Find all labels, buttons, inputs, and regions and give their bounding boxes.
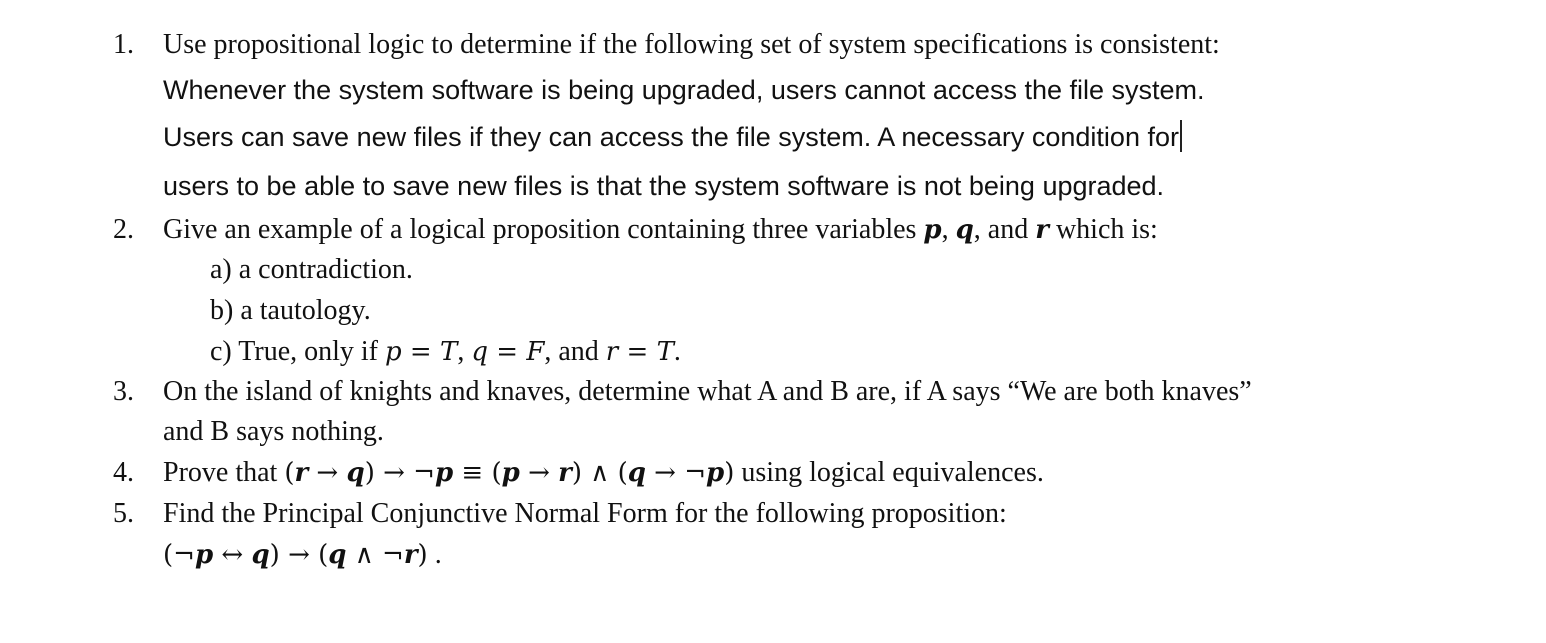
var-r: r	[558, 458, 572, 488]
equivalent: ≡	[453, 458, 492, 488]
var-q: q	[251, 540, 270, 570]
item-5-number: 5.	[113, 498, 134, 529]
item-1-number: 1.	[113, 29, 134, 60]
var-p: p	[923, 215, 942, 245]
item-4-line	[163, 456, 1044, 490]
c-val-t1: T	[439, 337, 458, 367]
c-comma: ,	[457, 336, 472, 367]
item-3-line-1: On the island of knights and knaves, determine what A and B are, if A says “We are both knaves”	[163, 376, 1252, 407]
item-3-line-2: and B says nothing.	[163, 416, 384, 447]
negation: ¬	[382, 540, 404, 570]
var-q: q	[955, 215, 974, 245]
c-eq-3: =	[618, 337, 657, 367]
paren: )	[364, 458, 375, 488]
paren: )	[571, 458, 583, 488]
paren: )	[417, 540, 428, 570]
var-q: q	[328, 540, 347, 570]
var-r: r	[403, 540, 418, 570]
sep-comma: ,	[941, 214, 956, 245]
var-p: p	[194, 540, 214, 570]
biconditional: ↔	[213, 540, 252, 570]
c-end: .	[673, 336, 681, 367]
implies: →	[279, 540, 319, 570]
c-eq-1: =	[401, 337, 440, 367]
var-r: r	[1035, 215, 1049, 245]
negation: ¬	[173, 540, 195, 570]
paren: )	[269, 540, 280, 570]
c-and: , and	[544, 336, 606, 367]
item-2-number: 2.	[113, 214, 134, 245]
paren: (	[284, 458, 295, 488]
implies: →	[308, 458, 347, 488]
c-val-t2: T	[656, 337, 674, 367]
implies: →	[645, 458, 685, 488]
paren: (	[163, 540, 174, 570]
item-1-line-1: Use propositional logic to determine if the following set of system specifications is consistent:	[163, 29, 1220, 60]
conjunction: ∧	[582, 458, 618, 488]
negation: ¬	[413, 458, 435, 488]
item-4-suffix: using logical equivalences.	[734, 457, 1044, 488]
c-val-f: F	[526, 337, 545, 367]
var-q: q	[346, 458, 365, 488]
item-5-line: Find the Principal Conjunctive Normal Form for the following proposition:	[163, 498, 1007, 529]
text-cursor	[1180, 120, 1182, 152]
paren: (	[318, 540, 329, 570]
item-2-sub-a: a) a contradiction.	[210, 254, 413, 285]
c-var-p: p	[385, 337, 402, 367]
sep-and: , and	[973, 214, 1036, 245]
implies: →	[519, 458, 559, 488]
item-4-prefix: Prove that	[163, 457, 285, 488]
paren: (	[617, 458, 628, 488]
negation: ¬	[684, 458, 707, 488]
var-p: p	[706, 458, 725, 488]
item-2-intro-text: Give an example of a logical proposition containing three variables	[163, 214, 924, 245]
c-var-r: r	[605, 337, 619, 367]
item-2-intro	[163, 213, 1158, 247]
var-p: p	[501, 458, 520, 488]
var-p: p	[434, 458, 454, 488]
item-3-number: 3.	[113, 376, 134, 407]
item-2-tail: which is:	[1048, 214, 1158, 245]
paren: )	[724, 458, 735, 488]
implies: →	[374, 458, 414, 488]
item-1-line-3-text: Users can save new files if they can access the file system. A necessary condition for	[163, 122, 1179, 152]
item-4-number: 4.	[113, 457, 134, 488]
item-1-line-3[interactable]	[163, 120, 1182, 154]
item-2-sub-c-text: c) True, only if	[210, 336, 385, 367]
item-2-sub-b: b) a tautology.	[210, 295, 371, 326]
c-var-q: q	[471, 337, 488, 367]
conjunction: ∧	[346, 540, 383, 570]
var-q: q	[627, 458, 646, 488]
item-1-line-2: Whenever the system software is being upgraded, users cannot access the file system.	[163, 75, 1205, 105]
c-eq-2: =	[487, 337, 527, 367]
item-1-line-4: users to be able to save new files is that the system software is not being upgraded.	[163, 171, 1165, 201]
item-5-end: .	[427, 539, 442, 570]
item-2-sub-c	[210, 335, 681, 369]
paren: (	[491, 458, 502, 488]
var-r: r	[294, 458, 309, 488]
item-5-expression	[163, 538, 442, 572]
